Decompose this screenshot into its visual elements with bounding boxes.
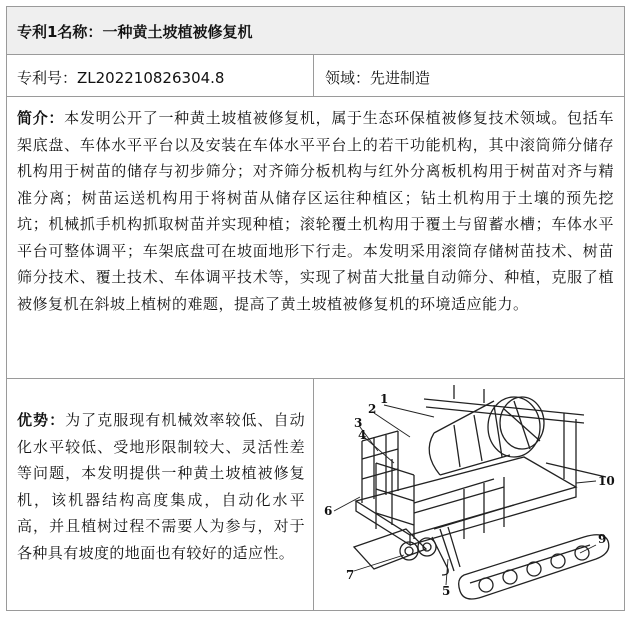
callout-2: 2	[368, 402, 377, 416]
callout-4: 4	[358, 428, 367, 442]
advantage-cell	[7, 379, 314, 610]
summary-label: 简介：	[17, 109, 65, 127]
summary-text: 本发明公开了一种黄土坡植被修复机，属于生态环保植被修复技术领域。包括车架底盘、车体水平平台以及安装在车体水平平台上的若干功能机构，其中滚筒筛分储存机构用于树苗的储存与初步筛分；对齐筛分板机构与红外分离板机构用于树苗对齐与精准分离；树苗运送机构用于将树苗从储存区运往种植区；钻土机构用于土壤的预先挖坑；机械抓手机构抓取树苗并实现种植；滚轮覆土机构用于覆土与留蓄水槽；车体水平平台可整体调平；车架底盘可在坡面地形下行走。本发明采用滚筒存储树苗技术、树苗筛分技术、覆土技术、车体调平技术等，实现了树苗大批量自动筛分、种植，克服了植被修复机在斜坡上植树的难题，提高了黄土坡植被修复机的环境适应能力。	[17, 109, 614, 313]
advantage-text: 为了克服现有机械效率较低、自动化水平较低、受地形限制较大、灵活性差等问题，本发明提供一种黄土坡植被修复机，该机器结构高度集成，自动化水平高，并且植树过程不需要人为参与，对于各种具有坡度的地面也有较好的适应性。	[17, 411, 305, 562]
callout-7: 7	[346, 568, 355, 582]
advantage-paragraph	[17, 407, 305, 566]
meta-row	[7, 55, 624, 97]
summary-paragraph	[17, 105, 614, 317]
machine-figure	[314, 379, 624, 610]
advantage-label: 优势：	[17, 411, 66, 429]
title-row	[7, 7, 624, 55]
callout-9: 9	[598, 532, 607, 546]
patent-number-cell	[7, 55, 314, 96]
advantage-row	[7, 379, 624, 610]
callout-5: 5	[442, 584, 451, 598]
callout-3: 3	[354, 416, 363, 430]
callout-leaders	[334, 405, 596, 585]
patent-field: 领域：先进制造	[325, 69, 431, 87]
callout-10: 10	[598, 474, 615, 488]
machine-line-art	[354, 385, 609, 599]
patent-number: 专利号：ZL202210826304.8	[17, 69, 225, 87]
summary-row	[7, 97, 624, 379]
patent-title: 专利1名称：一种黄土坡植被修复机	[17, 23, 253, 41]
callout-1: 1	[380, 392, 389, 406]
machine-drawing	[314, 379, 624, 610]
patent-card	[6, 6, 625, 611]
callout-6: 6	[324, 504, 333, 518]
